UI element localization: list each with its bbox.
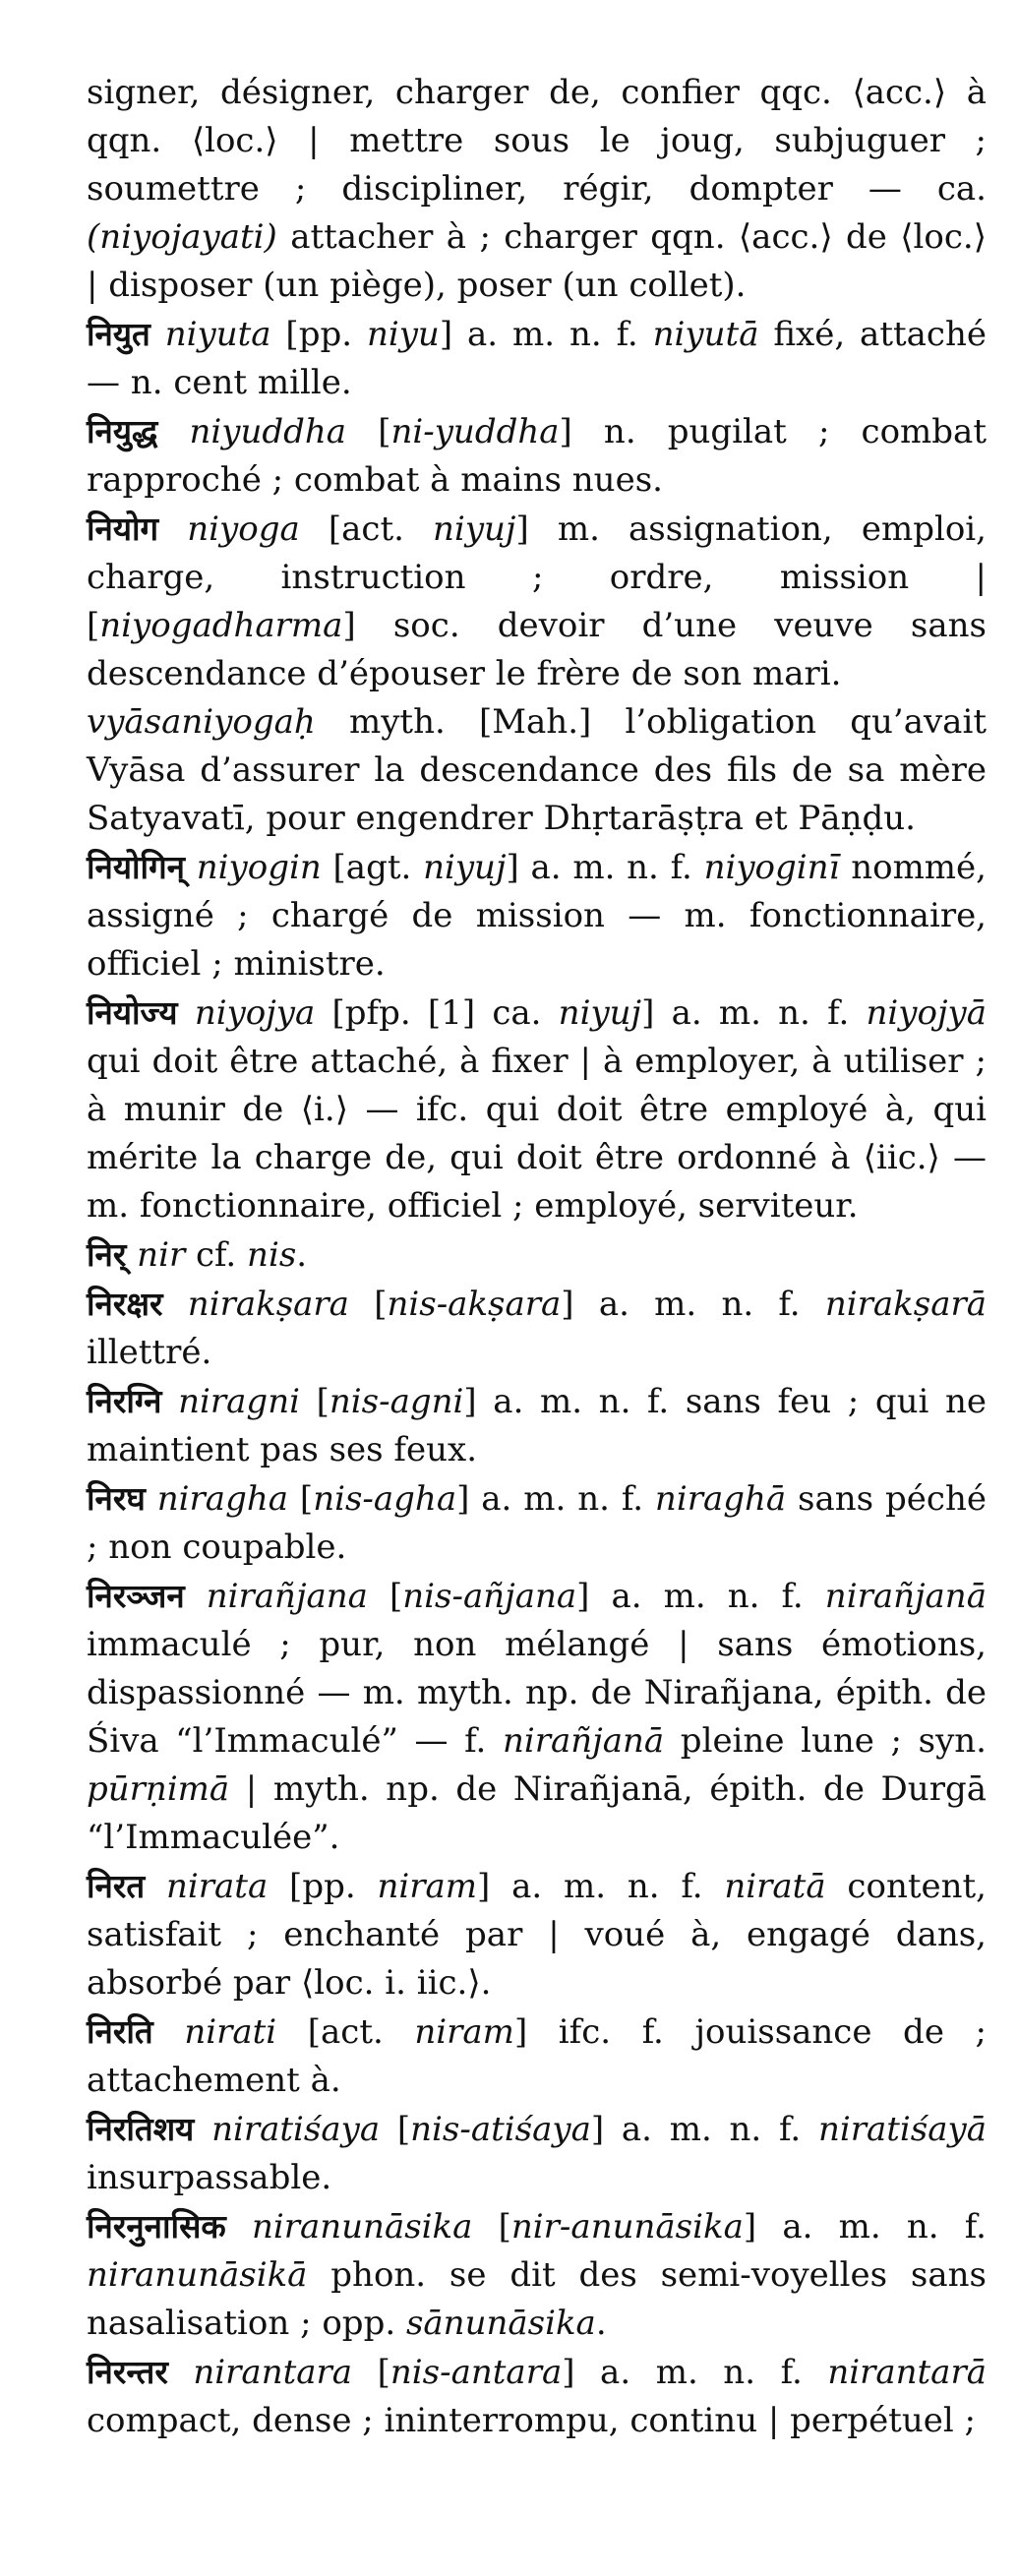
italic-term: nis-atiśaya — [410, 2110, 591, 2149]
headword-devanagari: निरतिशय — [87, 2110, 195, 2148]
italic-term: niratā — [724, 1867, 826, 1906]
italic-term: nirañjana — [206, 1577, 368, 1616]
entry-text — [168, 2353, 194, 2392]
entry-text — [185, 1577, 207, 1616]
italic-term: vyāsaniyogaḥ — [87, 702, 316, 742]
entry-text — [185, 848, 197, 887]
entry-text: ] a. m. n. f. — [439, 315, 653, 354]
entry-text: [ — [472, 2207, 511, 2247]
dictionary-entry — [87, 69, 987, 310]
entry-text: | myth. np. de Nirañjanā, épith. de Durgā “l’Immaculée”. — [87, 1769, 987, 1857]
headword-devanagari: निरत — [87, 1867, 146, 1905]
headword-devanagari: नियुत — [87, 315, 150, 353]
entry-text: sans péché ; non coupable. — [87, 1479, 987, 1567]
headword-devanagari: निरन्तर — [87, 2353, 168, 2391]
entry-text: ] a. m. n. f. — [743, 2207, 987, 2247]
italic-term: nirakṣarā — [824, 1285, 987, 1324]
entry-text: [agt. — [321, 848, 424, 887]
entry-text — [145, 1867, 166, 1906]
dictionary-entry — [87, 1230, 987, 1280]
italic-term: niyuj — [433, 509, 516, 549]
entry-text: ] a. m. n. f. — [477, 1867, 725, 1906]
dictionary-entry — [87, 2007, 987, 2105]
italic-term: nirati — [184, 2012, 277, 2052]
entry-text: [ — [299, 1382, 329, 1421]
entry-text — [126, 1235, 137, 1275]
entry-text: [ — [348, 1285, 388, 1324]
entry-text — [158, 509, 187, 549]
entry-text: ] a. m. n. f. — [562, 2353, 828, 2392]
entry-text: . — [595, 2304, 607, 2343]
headword-devanagari: नियोगिन् — [87, 848, 185, 886]
italic-term: ni-yuddha — [390, 412, 560, 451]
dictionary-entry — [87, 843, 987, 988]
entry-text: cf. — [185, 1235, 248, 1275]
entry-text — [146, 1479, 157, 1519]
italic-term: niyu — [366, 315, 440, 354]
headword-devanagari: निरनुनासिक — [87, 2207, 226, 2246]
entry-text: ] a. m. n. f. — [576, 1577, 825, 1616]
entry-text: content, satisfait ; enchanté par | voué à, engagé dans, absorbé par ⟨loc. i. iic.⟩. — [87, 1867, 987, 2003]
entry-text: ] a. m. n. f. — [561, 1285, 825, 1324]
entry-text — [150, 315, 165, 354]
italic-term: nis — [247, 1235, 297, 1275]
entry-text — [163, 1285, 188, 1324]
dictionary-entry — [87, 698, 987, 843]
italic-term: nirantarā — [827, 2353, 987, 2392]
italic-term: niyogin — [196, 848, 322, 887]
italic-term: niyojya — [194, 993, 316, 1033]
entry-text: [ — [288, 1479, 314, 1519]
entry-text: [pfp. [1] ca. — [315, 993, 559, 1033]
italic-term: niragni — [178, 1382, 300, 1421]
italic-term: niragha — [156, 1479, 289, 1519]
entry-text: immaculé ; pur, non mélangé | sans émotions, dispassionné — m. myth. np. de Nirañjana, épith. de Śiva “l’Immaculé” — f. — [87, 1625, 987, 1761]
headword-devanagari: निरघ — [87, 1479, 146, 1518]
dictionary-entry — [87, 988, 987, 1230]
italic-term: sānunāsika — [405, 2304, 596, 2343]
entry-text: nommé, assigné ; chargé de mission — m. fonctionnaire, officiel ; ministre. — [87, 848, 987, 984]
entry-text: [ — [352, 2353, 390, 2392]
dictionary-entry — [87, 1280, 987, 1377]
italic-term: nis-akṣara — [387, 1285, 562, 1324]
entry-text: [ — [380, 2110, 411, 2149]
italic-term: niranunāsika — [251, 2207, 473, 2247]
italic-term: niyutā — [652, 315, 759, 354]
entry-text: illettré. — [87, 1333, 212, 1372]
entry-text: compact, dense ; ininterrompu, continu | perpétuel ; — [87, 2401, 977, 2440]
italic-term: niyojyā — [866, 993, 987, 1033]
dictionary-entry — [87, 1572, 987, 1862]
italic-term: nirañjanā — [502, 1721, 665, 1761]
entry-text: [pp. — [268, 1867, 378, 1906]
entry-text — [178, 993, 195, 1033]
italic-term: niyuddha — [189, 412, 347, 451]
entry-text: ] a. m. n. f. — [506, 848, 704, 887]
headword-devanagari: निरग्नि — [87, 1382, 162, 1420]
entry-text: myth. [Mah.] l’obligation qu’avait Vyāsa d’assurer la descendance des fils de sa mère Satyavatī, pour engendrer Dhṛtarāṣṭra et Pāṇḍu. — [87, 702, 987, 838]
italic-term: niratiśayā — [817, 2110, 987, 2149]
entry-text: . — [296, 1235, 308, 1275]
italic-term: niram — [414, 2012, 514, 2052]
italic-term: nirañjanā — [824, 1577, 987, 1616]
entry-text: pleine lune ; syn. — [664, 1721, 987, 1761]
dictionary-entry — [87, 1474, 987, 1572]
entry-text: phon. se dit des semi-voyelles sans nasalisation ; opp. — [87, 2255, 987, 2343]
entry-text: [act. — [276, 2012, 415, 2052]
entry-text: qui doit être attaché, à fixer | à employer, à utiliser ; à munir de ⟨i.⟩ — ifc. qui doit être employé à, qui mérite la charge de, qui doit être ordonné à ⟨iic.⟩ — m. fonctionnaire, officiel ; employé, serviteur. — [87, 1042, 987, 1226]
italic-term: niraghā — [654, 1479, 787, 1519]
italic-term: niyuj — [558, 993, 642, 1033]
italic-term: nis-agha — [313, 1479, 457, 1519]
entry-text — [157, 412, 189, 451]
dictionary-entry — [87, 407, 987, 505]
italic-term: nirantara — [193, 2353, 353, 2392]
italic-term: nirakṣara — [187, 1285, 349, 1324]
entry-text: fixé, attaché — n. cent mille. — [87, 315, 987, 402]
dictionary-entry — [87, 2348, 987, 2445]
dictionary-entry — [87, 1862, 987, 2007]
headword-devanagari: नियुद्ध — [87, 412, 158, 450]
entry-text — [162, 1382, 179, 1421]
italic-term: niyuta — [164, 315, 271, 354]
entry-text: attacher à ; charger qqn. ⟨acc.⟩ de ⟨loc.⟩ | disposer (un piège), poser (un collet). — [87, 217, 987, 305]
entry-text: [ — [346, 412, 391, 451]
entry-text: ] a. m. n. f. sans feu ; qui ne maintient pas ses feux. — [87, 1382, 988, 1469]
headword-devanagari: निरञ्जन — [87, 1577, 185, 1615]
italic-term: niratiśaya — [211, 2110, 381, 2149]
entry-text — [194, 2110, 211, 2149]
italic-term: niyuj — [423, 848, 507, 887]
entry-text: ] a. m. n. f. — [641, 993, 867, 1033]
dictionary-page — [87, 69, 987, 2445]
entry-text: ] m. assignation, emploi, charge, instruction ; ordre, mission | [ — [87, 509, 987, 645]
dictionary-entry — [87, 2202, 987, 2348]
italic-term: niranunāsikā — [87, 2255, 308, 2295]
entry-text: insurpassable. — [87, 2158, 332, 2197]
headword-devanagari: नियोग — [87, 509, 159, 548]
italic-term: nir-anunāsika — [510, 2207, 744, 2247]
headword-devanagari: निरति — [87, 2012, 153, 2051]
entry-text: [pp. — [270, 315, 367, 354]
entry-text: ] ifc. f. jouissance de ; attachement à. — [87, 2012, 987, 2100]
italic-term: niram — [377, 1867, 478, 1906]
italic-term: nirata — [166, 1867, 269, 1906]
headword-devanagari: निर् — [87, 1235, 127, 1274]
entry-text: [ — [367, 1577, 403, 1616]
italic-term: niyogadharma — [99, 606, 343, 645]
dictionary-entry — [87, 2105, 987, 2202]
italic-term: niyoga — [187, 509, 300, 549]
dictionary-entry — [87, 310, 987, 407]
headword-devanagari: निरक्षर — [87, 1285, 163, 1323]
dictionary-entry — [87, 505, 987, 698]
entry-text: ] soc. devoir d’une veuve sans descendance d’épouser le frère de son mari. — [87, 606, 987, 693]
headword-devanagari: नियोज्य — [87, 993, 178, 1032]
italic-term: pūrṇimā — [87, 1769, 230, 1809]
entry-text: ] a. m. n. f. — [456, 1479, 655, 1519]
italic-term: (niyojayati) — [87, 217, 277, 257]
italic-term: niyoginī — [703, 848, 840, 887]
italic-term: nis-antara — [389, 2353, 563, 2392]
entry-text: signer, désigner, charger de, confier qqc. ⟨acc.⟩ à qqn. ⟨loc.⟩ | mettre sous le joug, subjuguer ; soumettre ; discipliner, régir, dompter — ca. — [87, 73, 987, 209]
entry-text: ] n. pugilat ; combat rapproché ; combat à mains nues. — [87, 412, 987, 500]
italic-term: nis-añjana — [402, 1577, 577, 1616]
entry-text — [226, 2207, 252, 2247]
italic-term: nis-agni — [329, 1382, 464, 1421]
entry-text — [153, 2012, 185, 2052]
italic-term: nir — [137, 1235, 186, 1275]
dictionary-entry — [87, 1377, 987, 1474]
entry-text: ] a. m. n. f. — [590, 2110, 818, 2149]
entry-text: [act. — [299, 509, 434, 549]
